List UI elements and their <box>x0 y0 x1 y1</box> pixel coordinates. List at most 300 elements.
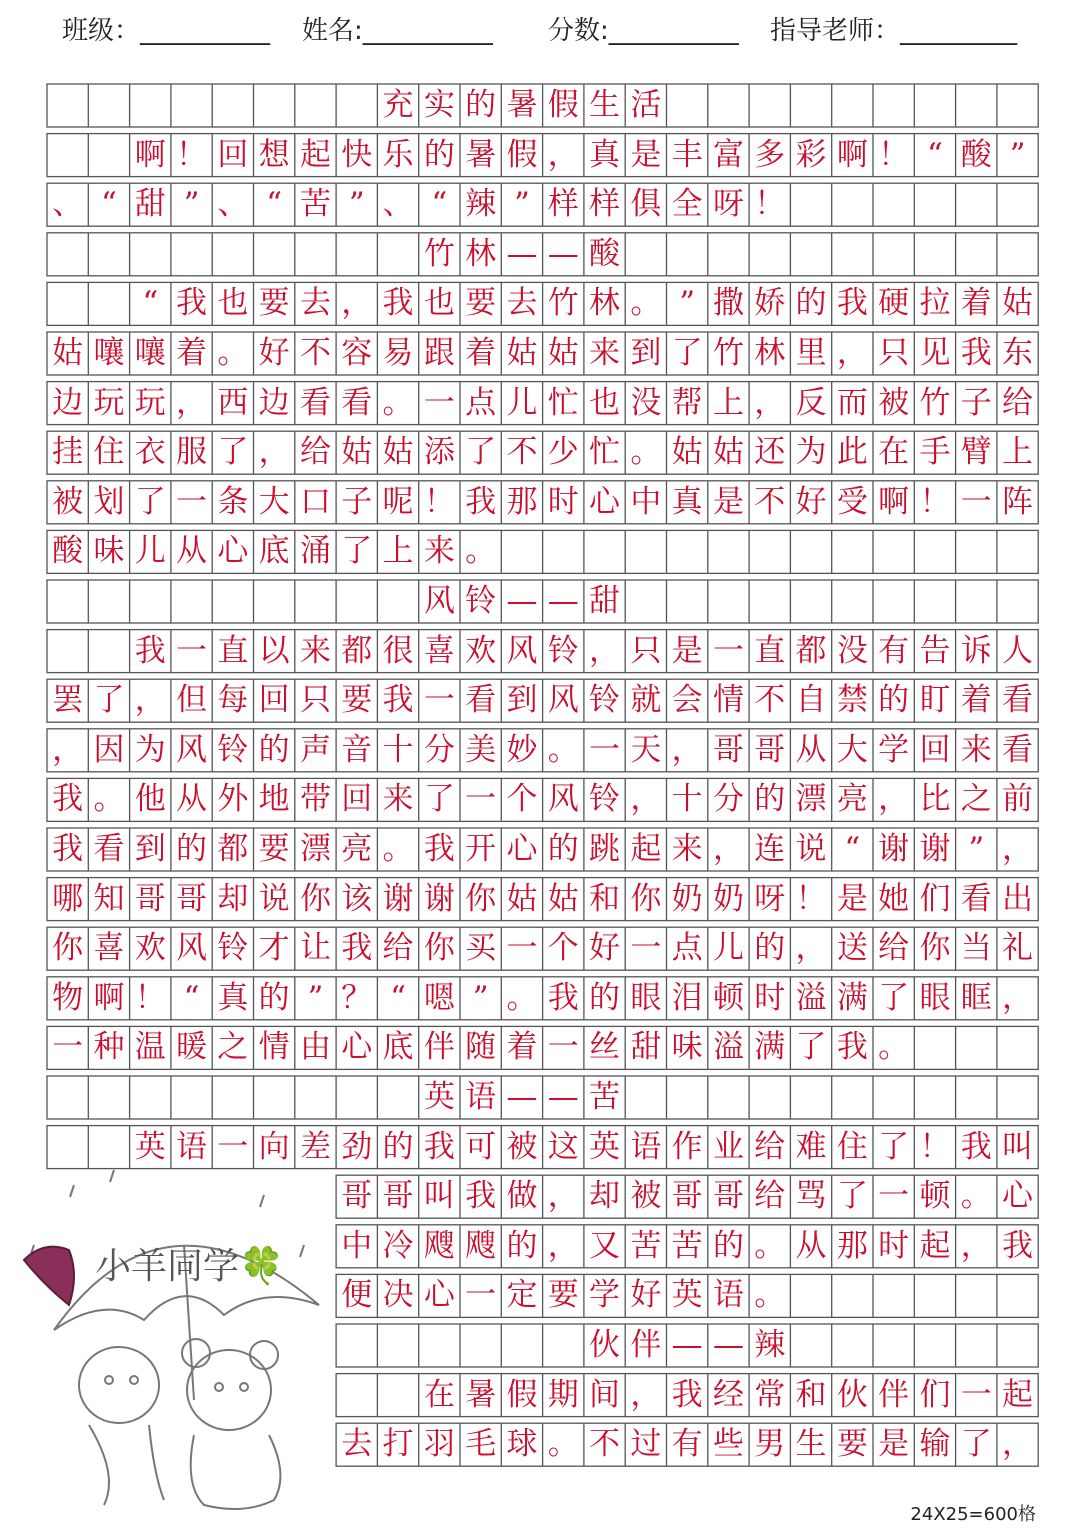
grid-character: 子 <box>341 483 373 520</box>
grid-character: 点 <box>465 384 497 421</box>
grid-character: 上 <box>712 384 744 421</box>
grid-character: 实 <box>423 87 455 123</box>
grid-character: 见 <box>919 335 951 371</box>
grid-character: 苦 <box>630 1227 662 1264</box>
grid-character: 溢 <box>795 979 827 1016</box>
grid-character: 顿 <box>712 979 744 1016</box>
grid-character: 口 <box>299 483 331 520</box>
grid-character: 林 <box>754 335 786 371</box>
grid-character: 我 <box>52 781 84 818</box>
grid-character: 臂 <box>960 434 992 471</box>
grid-character: 可 <box>465 1128 497 1165</box>
grid-character: 满 <box>836 979 868 1016</box>
grid-character: 了 <box>134 483 166 520</box>
grid-character: 快 <box>341 136 373 173</box>
grid-character: 美 <box>465 731 497 768</box>
grid-character: 谢 <box>878 831 910 867</box>
grid-character: 富 <box>712 136 744 173</box>
grid-character: 大 <box>258 483 290 520</box>
grid-character: 风 <box>506 632 538 669</box>
grid-character: “ <box>844 831 861 867</box>
grid-character: 了 <box>960 1426 992 1463</box>
grid-character: 假 <box>547 87 579 123</box>
grid-character: 伙 <box>836 1376 868 1413</box>
grid-character: 底 <box>382 1029 414 1066</box>
grid-character: 到 <box>134 831 166 867</box>
grid-character: 铃 <box>589 682 621 719</box>
grid-character: 为 <box>134 731 166 768</box>
grid-character: 音 <box>341 731 373 768</box>
grid-character: ， <box>547 136 579 173</box>
grid-character: 诉 <box>960 632 992 669</box>
grid-character: 中 <box>341 1227 373 1264</box>
grid-character: 充 <box>382 87 414 123</box>
grid-character: 只 <box>878 335 910 371</box>
grid-character: 儿 <box>506 384 538 421</box>
grid-character: 啊 <box>134 136 166 173</box>
grid-character: 买 <box>465 930 497 967</box>
grid-character: 的 <box>465 87 497 123</box>
grid-character: 不 <box>506 434 538 471</box>
grid-character: 英 <box>423 1079 455 1115</box>
grid-character: 开 <box>465 831 497 867</box>
grid-character: 心 <box>217 533 249 570</box>
grid-character: 给 <box>1002 384 1034 421</box>
sweet-potato-icon <box>24 1247 74 1305</box>
grid-character: 了 <box>878 1128 910 1165</box>
grid-character: 一 <box>217 1128 249 1165</box>
grid-character: 毛 <box>465 1426 497 1463</box>
grid-character: 一 <box>52 1029 84 1066</box>
grid-character: 亮 <box>836 781 868 818</box>
grid-character: 。 <box>93 781 125 818</box>
grid-character: 条 <box>217 483 249 520</box>
grid-character: 决 <box>382 1277 414 1314</box>
grid-character: 告 <box>919 632 951 669</box>
grid-character: 姑 <box>52 335 84 371</box>
grid-character: 从 <box>795 731 827 768</box>
grid-character: 和 <box>795 1376 827 1413</box>
grid-character: 哥 <box>712 731 744 768</box>
grid-character: 上 <box>1002 434 1034 471</box>
grid-character: 让 <box>299 930 331 967</box>
grid-character: 作 <box>671 1128 703 1165</box>
score-field: 分数:__________ <box>548 16 739 46</box>
grid-character: 呀 <box>712 186 744 223</box>
grid-character: 回 <box>919 731 951 768</box>
grid-character: 硬 <box>878 285 910 322</box>
grid-character: 着 <box>465 335 497 371</box>
grid-character: 过 <box>630 1426 662 1463</box>
grid-character: 。 <box>382 384 414 421</box>
grid-character: 受 <box>836 483 868 520</box>
grid-character: 一 <box>960 1376 992 1413</box>
grid-character: 要 <box>258 285 290 322</box>
grid-character: 之 <box>960 781 992 818</box>
grid-character: 也 <box>423 285 455 322</box>
grid-character: ， <box>1002 831 1034 867</box>
grid-character: 易 <box>382 335 414 371</box>
grid-character: 着 <box>960 682 992 719</box>
grid-character: ， <box>547 1178 579 1215</box>
grid-character: 物 <box>52 979 84 1016</box>
grid-character: 被 <box>878 384 910 421</box>
grid-character: 被 <box>630 1178 662 1215</box>
grid-character: 劲 <box>341 1128 373 1165</box>
grid-character: “ <box>183 979 200 1016</box>
grid-character: 想 <box>258 136 290 173</box>
grid-character: 才 <box>258 930 290 967</box>
grid-character: 时 <box>547 483 579 520</box>
grid-character: 妙 <box>506 731 538 768</box>
grid-character: 铃 <box>465 583 497 619</box>
grid-character: 、 <box>52 186 84 223</box>
grid-character: 业 <box>712 1128 744 1165</box>
grid-character: 回 <box>217 136 249 173</box>
grid-character: 跟 <box>423 335 455 371</box>
grid-character: 不 <box>754 682 786 719</box>
grid-character: 在 <box>423 1376 455 1413</box>
grid-character: 姑 <box>506 880 538 917</box>
grid-character: ” <box>679 285 696 322</box>
grid-character: — <box>547 235 579 272</box>
grid-character: 人 <box>1002 632 1034 669</box>
grid-character: 送 <box>836 930 868 967</box>
grid-character: 铃 <box>547 632 579 669</box>
grid-character: 那 <box>836 1227 868 1264</box>
grid-character: 种 <box>93 1029 125 1066</box>
grid-character: 酸 <box>960 136 992 173</box>
grid-character: 漂 <box>795 781 827 818</box>
grid-character: 是 <box>671 632 703 669</box>
grid-character: ” <box>472 979 489 1016</box>
grid-character: 哥 <box>176 880 208 917</box>
grid-character: 一 <box>878 1178 910 1215</box>
grid-character: 俱 <box>630 186 662 223</box>
grid-character: — <box>547 1079 579 1115</box>
grid-character: 喜 <box>93 930 125 967</box>
grid-character: 来 <box>671 831 703 867</box>
grid-character: 儿 <box>712 930 744 967</box>
grid-character: 呀 <box>754 880 786 917</box>
grid-character: ！ <box>754 186 786 223</box>
grid-character: 好 <box>258 335 290 371</box>
grid-character: 给 <box>754 1128 786 1165</box>
grid-character: 的 <box>754 930 786 967</box>
grid-character: 因 <box>93 731 125 768</box>
grid-character: 不 <box>754 483 786 520</box>
grid-character: 。 <box>878 1029 910 1066</box>
grid-character: 哥 <box>382 1178 414 1215</box>
grid-character: 林 <box>465 235 497 272</box>
grid-character: 差 <box>299 1128 331 1165</box>
grid-character: 风 <box>176 731 208 768</box>
grid-character: 真 <box>589 136 621 173</box>
grid-character: 由 <box>299 1029 331 1066</box>
grid-character: 竹 <box>547 285 579 322</box>
grid-character: 说 <box>795 831 827 867</box>
grid-character: 在 <box>878 434 910 471</box>
grid-character: 一 <box>465 781 497 818</box>
grid-character: 语 <box>176 1128 208 1165</box>
grid-character: 亮 <box>341 831 373 867</box>
grid-character: ， <box>630 1376 662 1413</box>
grid-character: 中 <box>630 483 662 520</box>
grid-character: — <box>547 583 579 619</box>
grid-character: 林 <box>589 285 621 322</box>
grid-character: 阵 <box>1002 483 1034 520</box>
grid-character: 都 <box>795 632 827 669</box>
grid-character: 前 <box>1002 781 1034 818</box>
grid-count: 24X25=600格 <box>910 1504 1036 1525</box>
grid-character: 哥 <box>134 880 166 917</box>
grid-character: 出 <box>1002 880 1034 917</box>
grid-character: 要 <box>547 1277 579 1314</box>
grid-character: 英 <box>134 1128 166 1165</box>
grid-character: ” <box>1009 136 1026 173</box>
grid-character: 向 <box>258 1128 290 1165</box>
grid-character: 反 <box>795 384 827 421</box>
grid-character: 比 <box>919 781 951 818</box>
grid-character: 该 <box>341 880 373 917</box>
grid-character: 。 <box>382 831 414 867</box>
grid-character: — <box>506 583 538 619</box>
grid-character: 罢 <box>52 682 84 719</box>
grid-character: 十 <box>671 781 703 818</box>
grid-character: 、 <box>217 186 249 223</box>
grid-character: 的 <box>712 1227 744 1264</box>
grid-character: 是 <box>712 483 744 520</box>
grid-character: 我 <box>176 285 208 322</box>
grid-character: 语 <box>630 1128 662 1165</box>
grid-character: 风 <box>423 583 455 619</box>
grid-character: 要 <box>465 285 497 322</box>
grid-character: 姑 <box>547 880 579 917</box>
grid-character: 看 <box>1002 731 1034 768</box>
grid-character: 是 <box>836 880 868 917</box>
grid-character: 来 <box>589 335 621 371</box>
grid-character: 都 <box>341 632 373 669</box>
grid-character: 姑 <box>671 434 703 471</box>
grid-character: 来 <box>299 632 331 669</box>
grid-character: 心 <box>423 1277 455 1314</box>
grid-character: 你 <box>630 880 662 917</box>
grid-character: 给 <box>299 434 331 471</box>
grid-character: 甜 <box>630 1029 662 1066</box>
grid-character: 住 <box>836 1128 868 1165</box>
grid-character: 个 <box>547 930 579 967</box>
grid-character: ， <box>712 831 744 867</box>
grid-character: 眼 <box>630 979 662 1016</box>
grid-character: 玩 <box>134 384 166 421</box>
grid-character: 我 <box>547 979 579 1016</box>
grid-character: 叫 <box>1002 1128 1034 1165</box>
grid-character: 有 <box>671 1426 703 1463</box>
grid-character: 我 <box>960 1128 992 1165</box>
grid-character: 却 <box>217 880 249 917</box>
grid-character: 的 <box>258 979 290 1016</box>
grid-character: 边 <box>258 384 290 421</box>
grid-character: 喜 <box>423 632 455 669</box>
grid-character: 。 <box>630 434 662 471</box>
grid-character: 了 <box>795 1029 827 1066</box>
grid-character: 要 <box>341 682 373 719</box>
grid-character: 娇 <box>754 285 786 322</box>
grid-character: 底 <box>258 533 290 570</box>
grid-character: “ <box>266 186 283 223</box>
grid-character: ， <box>1002 979 1034 1016</box>
grid-character: ！ <box>919 483 951 520</box>
grid-character: 她 <box>878 880 910 917</box>
grid-character: ！ <box>878 136 910 173</box>
grid-character: 随 <box>465 1029 497 1066</box>
grid-character: 涌 <box>299 533 331 570</box>
grid-character: 生 <box>795 1426 827 1463</box>
grid-character: 生 <box>589 87 621 123</box>
grid-character: 心 <box>341 1029 373 1066</box>
grid-character: 一 <box>630 930 662 967</box>
grid-character: ， <box>176 384 208 421</box>
grid-character: 暑 <box>465 136 497 173</box>
grid-character: 姑 <box>1002 285 1034 322</box>
grid-character: 不 <box>589 1426 621 1463</box>
grid-character: 帮 <box>671 384 703 421</box>
grid-character: 味 <box>671 1029 703 1066</box>
grid-character: ， <box>795 930 827 967</box>
grid-character: 看 <box>299 384 331 421</box>
grid-character: 你 <box>423 930 455 967</box>
grid-character: 嚷 <box>93 335 125 371</box>
grid-character: “ <box>142 285 159 322</box>
grid-character: 羽 <box>423 1426 455 1463</box>
grid-character: 个 <box>506 781 538 818</box>
grid-character: 乐 <box>382 136 414 173</box>
grid-character: ， <box>341 285 373 322</box>
grid-character: 我 <box>382 285 414 322</box>
grid-character: 伴 <box>630 1327 662 1363</box>
grid-character: 忙 <box>547 384 579 421</box>
grid-character: 满 <box>754 1029 786 1066</box>
grid-character: 了 <box>671 335 703 371</box>
grid-character: 了 <box>423 781 455 818</box>
grid-character: 哥 <box>754 731 786 768</box>
grid-character: 我 <box>836 285 868 322</box>
grid-character: 眶 <box>960 979 992 1016</box>
grid-character: 没 <box>836 632 868 669</box>
grid-character: 一 <box>465 1277 497 1314</box>
grid-character: 我 <box>671 1376 703 1413</box>
grid-character: ， <box>878 781 910 818</box>
grid-character: 一 <box>176 632 208 669</box>
grid-character: 那 <box>506 483 538 520</box>
grid-character: 姑 <box>382 434 414 471</box>
grid-character: 假 <box>506 1376 538 1413</box>
grid-character: 做 <box>506 1178 538 1215</box>
grid-character: 的 <box>547 831 579 867</box>
grid-character: 风 <box>176 930 208 967</box>
grid-character: 一 <box>423 682 455 719</box>
grid-character: 只 <box>630 632 662 669</box>
grid-character: 禁 <box>836 682 868 719</box>
grid-character: 他 <box>134 781 166 818</box>
grid-character: 我 <box>465 483 497 520</box>
grid-character: 还 <box>754 434 786 471</box>
grid-character: 彩 <box>795 136 827 173</box>
grid-character: 天 <box>630 731 662 768</box>
grid-character: 声 <box>299 731 331 768</box>
grid-character: 连 <box>754 831 786 867</box>
grid-character: 我 <box>423 831 455 867</box>
grid-character: 这 <box>547 1128 579 1165</box>
grid-character: 给 <box>382 930 414 967</box>
name-field: 姓名:__________ <box>302 16 493 46</box>
grid-character: 的 <box>258 731 290 768</box>
grid-character: 被 <box>506 1128 538 1165</box>
grid-character: ， <box>547 1227 579 1264</box>
grid-character: 去 <box>299 285 331 322</box>
grid-character: 。 <box>960 1178 992 1215</box>
grid-character: 溢 <box>712 1029 744 1066</box>
grid-character: 自 <box>795 682 827 719</box>
grid-character: 着 <box>176 335 208 371</box>
grid-character: 也 <box>589 384 621 421</box>
grid-character: 啊 <box>836 136 868 173</box>
grid-character: 风 <box>547 682 579 719</box>
grid-character: 一 <box>960 483 992 520</box>
grid-character: 我 <box>465 1178 497 1215</box>
grid-character: 跳 <box>589 831 621 867</box>
grid-character: 间 <box>589 1376 621 1413</box>
grid-character: 了 <box>878 979 910 1016</box>
grid-character: 为 <box>795 434 827 471</box>
grid-character: 。 <box>506 979 538 1016</box>
grid-character: 我 <box>1002 1227 1034 1264</box>
grid-character: 你 <box>465 880 497 917</box>
grid-character: 东 <box>1002 335 1034 371</box>
grid-character: 哥 <box>341 1178 373 1215</box>
grid-character: 我 <box>960 335 992 371</box>
grid-character: 哥 <box>712 1178 744 1215</box>
grid-character: 欢 <box>465 632 497 669</box>
grid-character: 看 <box>960 880 992 917</box>
grid-character: 之 <box>217 1029 249 1066</box>
grid-character: 好 <box>795 483 827 520</box>
grid-character: 了 <box>465 434 497 471</box>
grid-character: 定 <box>506 1277 538 1314</box>
grid-character: 却 <box>589 1178 621 1215</box>
grid-character: 的 <box>423 136 455 173</box>
grid-character: 地 <box>258 781 290 818</box>
grid-character: 暑 <box>465 1376 497 1413</box>
umbrella-friends-illustration <box>14 1155 334 1525</box>
grid-character: 容 <box>341 335 373 371</box>
grid-character: 当 <box>960 930 992 967</box>
grid-character: 甜 <box>134 186 166 223</box>
grid-character: 常 <box>754 1376 786 1413</box>
grid-character: “ <box>390 979 406 1016</box>
grid-character: 情 <box>258 1029 290 1066</box>
grid-character: 的 <box>795 285 827 322</box>
grid-character: 甜 <box>589 583 621 619</box>
grid-character: 一 <box>589 731 621 768</box>
grid-character: 的 <box>506 1227 538 1264</box>
grid-character: 儿 <box>134 533 166 570</box>
grid-character: 很 <box>382 632 414 669</box>
grid-character: ， <box>754 384 786 421</box>
grid-character: 去 <box>506 285 538 322</box>
clover-icon: 🍀 <box>239 1246 284 1287</box>
grid-character: — <box>506 1079 538 1115</box>
